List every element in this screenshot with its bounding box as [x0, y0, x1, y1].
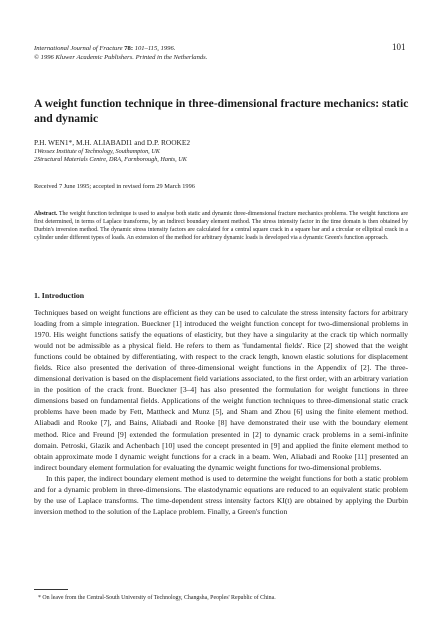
affiliations	[34, 148, 187, 164]
abstract	[34, 211, 408, 243]
body-text	[34, 307, 408, 517]
affiliation-2: 2Structural Materials Centre, DRA, Farnborough, Hants, UK	[34, 156, 187, 163]
author-line: P.H. WEN1*, M.H. ALIABADI1 and D.P. ROOKE2	[34, 138, 191, 147]
section-heading: 1. Introduction	[34, 291, 85, 300]
footnote: * On leave from the Central-South University of Technology, Changsha, Peoples' Republic of China.	[38, 595, 276, 601]
page-number: 101	[392, 42, 406, 52]
printed-text: Printed in the Netherlands.	[135, 54, 208, 61]
footnote-rule	[34, 589, 68, 590]
received-date: Received 7 June 1995; accepted in revised form 29 March 1996	[34, 183, 195, 190]
abstract-label: Abstract.	[34, 211, 58, 217]
affiliation-1: 1Wessex Institute of Technology, Southampton, UK	[34, 148, 160, 155]
journal-header	[34, 44, 207, 62]
abstract-text: The weight function technique is used to analyse both static and dynamic three-dimensional fracture mechanics problems. The weight functions are first determined, in terms of Laplace transforms, by an indirect boundary element method. The stress intensity factor in the time domain is then obtained by Durbin's inversion method. The dynamic stress intensity factors are calculated for a central square crack in a square bar and a circular or elliptical crack in a cylinder under different types of loads. An extension of the method for arbitrary dynamic loads is developed via a dynamic Green's function approach.	[34, 211, 408, 241]
journal-pages: 101–115, 1996.	[134, 45, 176, 52]
copyright-text: © 1996 Kluwer Academic Publishers.	[34, 54, 134, 61]
journal-volume: 78:	[124, 45, 134, 52]
paragraph-2: In this paper, the indirect boundary element method is used to determine the weight functions for both a static problem and for a dynamic problem in three-dimensions. The elastodynamic equations are reduced to an equivalent static problem by the use of Laplace transforms. The time-dependent stress intensity factors KI(t) are obtained by applying the Durbin inversion method to the solution of the Laplace problem. Finally, a Green's function	[34, 473, 408, 516]
paragraph-1: Techniques based on weight functions are efficient as they can be used to calculate the stress intensity factors for arbitrary loading from a simple integration. Bueckner [1] introduced the weight function concept for two-dimensional problems in 1970. His weight functions satisfy the equations of elasticity, but they have a singularity at the crack tip which normally would not be admissible as a physical field. He refers to them as 'fundamental fields'. Rice [2] showed that the weight functions could be obtained by differentiating, with respect to the crack length, known elastic solutions for displacement fields. Rice also presented the derivation of three-dimensional weight functions in the Appendix of [2]. The three-dimensional derivation is based on the displacement field variations associated, to the first order, with an arbitrary variation in the position of the crack front. Bueckner [3–4] has also presented the formulation for weight functions in three dimensions based on fundamental fields. Applications of the weight function techniques to three-dimensional static crack problems have been made by Fett, Mattheck and Munz [5], and Sham and Zhou [6] using the finite element method. Aliabadi and Rooke [7], and Bains, Aliabadi and Rooke [8] have demonstrated their use with the boundary element method. Rice and Freund [9] extended the formulation presented in [2] to dynamic crack problems in a semi-infinite domain. Petroski, Glazik and Achenbach [10] used the concept presented in [9] and applied the finite element method to obtain approximate mode I dynamic weight functions for a crack in a beam. Wen, Aliabadi and Rooke [11] presented an indirect boundary element formulation for evaluating the dynamic weight functions for two-dimensional problems.	[34, 308, 408, 472]
journal-name: International Journal of Fracture	[34, 45, 123, 52]
paper-title: A weight function technique in three-dimensional fracture mechanics: static and dynamic	[34, 97, 409, 125]
journal-citation	[34, 44, 207, 53]
journal-copyright	[34, 53, 207, 62]
